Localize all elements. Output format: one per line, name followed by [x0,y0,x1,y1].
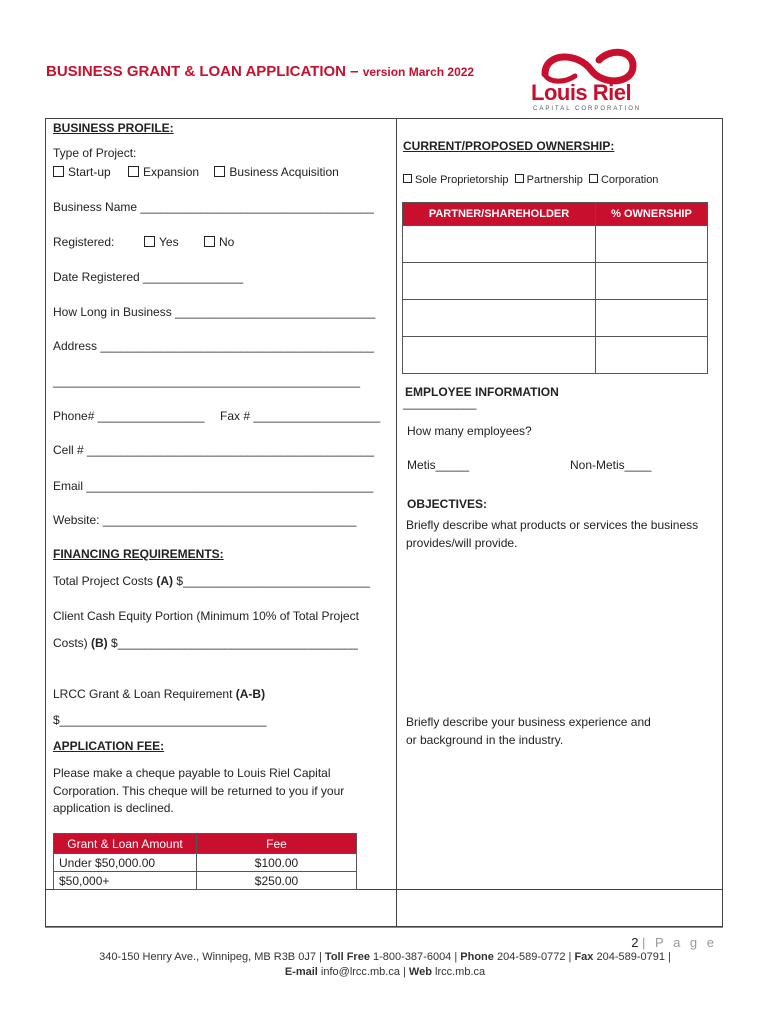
cell-field[interactable]: Cell # ___________________________________________ [53,443,374,457]
page-number: 2 | P a g e [631,935,717,950]
objectives-text: Briefly describe what products or services the business provides/will provide. [406,518,699,550]
sole-proprietorship-checkbox[interactable] [403,174,412,183]
equity-field[interactable]: Costs) (B) $____________________________________ [53,636,358,650]
fee-table-header: Fee [197,834,357,854]
percent-cell[interactable] [596,226,708,263]
logo-text: Louis Riel [531,80,632,105]
business-name-field[interactable]: Business Name ___________________________________ [53,200,374,214]
table-row: $50,000+ $250.00 [54,872,357,890]
employee-heading-rule: ___________ [403,396,477,410]
registered-no: No [204,235,234,249]
percent-cell[interactable] [596,263,708,300]
fax-field[interactable]: Fax # ___________________ [220,409,381,423]
total-project-costs-field[interactable]: Total Project Costs (A) $____________________________ [53,574,370,588]
web-link[interactable]: lrcc.mb.ca [435,966,486,978]
financing-heading: FINANCING REQUIREMENTS: [53,547,224,561]
address-line2-field[interactable]: ______________________________________________ [53,374,360,388]
fee-table [53,833,357,890]
registered-yes: Yes [144,235,179,249]
non-metis-field[interactable]: Non-Metis____ [570,458,652,472]
lrcc-requirement-field[interactable]: $_______________________________ [53,713,267,727]
table-row [403,337,708,374]
partner-cell[interactable] [403,337,596,374]
website-field[interactable]: Website: ______________________________________ [53,513,357,527]
table-row [403,300,708,337]
fee-table-header: Grant & Loan Amount [54,834,197,854]
equity-label: Client Cash Equity Portion (Minimum 10% of Total Project [53,609,359,623]
no-checkbox[interactable] [204,236,215,247]
version-label: version March 2022 [362,65,475,79]
registered-label: Registered: [53,235,115,249]
footer-rule [45,927,723,928]
table-row: Under $50,000.00 $100.00 [54,854,357,872]
objectives-heading: OBJECTIVES: [407,497,488,511]
footer-contact-line1: 340-150 Henry Ave., Winnipeg, MB R3B 0J7 | Toll Free 1-800-387-6004 | Phone 204-589-0772 | Fax 204-589-0791 | [99,951,671,963]
type-of-project-label: Type of Project: [53,146,137,160]
expansion-checkbox[interactable] [128,166,139,177]
footer-contact-line2: E-mail info@lrcc.mb.ca | Web lrcc.mb.ca [284,966,486,978]
percent-cell[interactable] [596,300,708,337]
experience-text: Briefly describe your business experience and or background in the industry. [406,715,651,747]
address-field[interactable]: Address _________________________________________ [53,339,374,353]
how-long-field[interactable]: How Long in Business ______________________________ [53,305,376,319]
ownership-heading: CURRENT/PROPOSED OWNERSHIP: [403,139,615,153]
partner-header: PARTNER/SHAREHOLDER [403,203,596,226]
email-field[interactable]: Email ___________________________________________ [53,479,374,493]
lrcc-requirement-label: LRCC Grant & Loan Requirement (A-B) [53,687,266,701]
partner-cell[interactable] [403,226,596,263]
employee-heading: EMPLOYEE INFORMATION [405,385,559,399]
column-divider [396,118,397,927]
how-many-employees-label: How many employees? [407,424,532,438]
logo-subtitle: CAPITAL CORPORATION [533,106,642,112]
date-registered-field[interactable]: Date Registered _______________ [53,270,244,284]
partner-cell[interactable] [403,300,596,337]
table-row [403,263,708,300]
percent-cell[interactable] [596,337,708,374]
partnership-checkbox[interactable] [515,174,524,183]
table-row [403,226,708,263]
business-profile-heading: BUSINESS PROFILE: [53,121,174,135]
document-title: BUSINESS GRANT & LOAN APPLICATION – version March 2022 [46,63,475,80]
corporation-checkbox[interactable] [589,174,598,183]
email-link[interactable]: info@lrcc.mb.ca | [320,966,406,978]
acquisition-checkbox[interactable] [214,166,225,177]
yes-checkbox[interactable] [144,236,155,247]
ownership-type-options: Sole Proprietorship Partnership Corporation [403,174,658,186]
metis-field[interactable]: Metis_____ [407,458,470,472]
phone-field[interactable]: Phone# ________________ [53,409,205,423]
ownership-table [402,202,708,374]
application-fee-heading: APPLICATION FEE: [53,739,165,753]
fee-paragraph: Please make a cheque payable to Louis Riel Capital Corporation. This cheque will be returned to you if your application is declined. [53,766,345,815]
partner-cell[interactable] [403,263,596,300]
ownership-percent-header: % OWNERSHIP [596,203,708,226]
project-type-options: Start-up Expansion Business Acquisition [53,165,339,179]
startup-checkbox[interactable] [53,166,64,177]
